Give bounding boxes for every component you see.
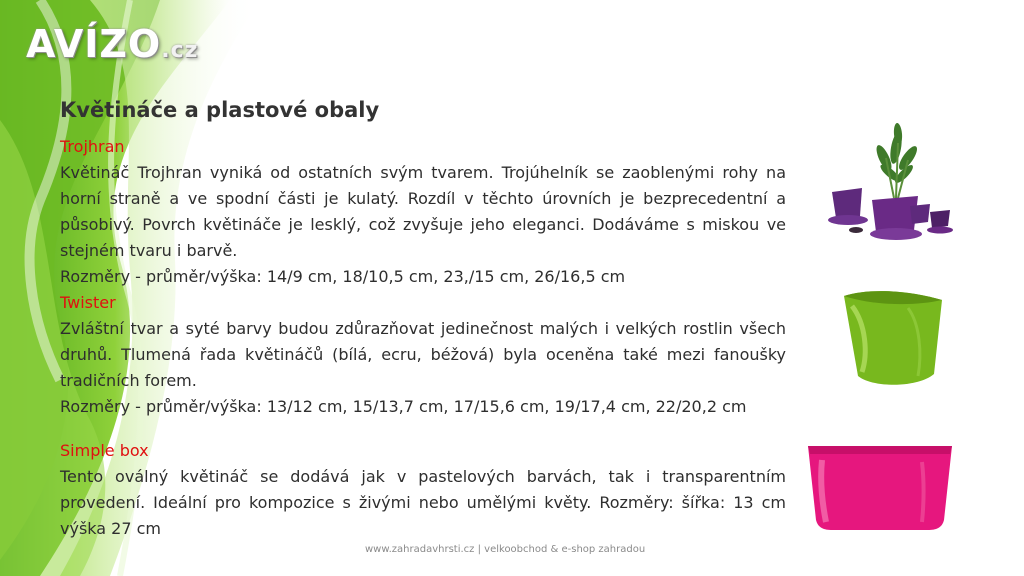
section-simple-box xyxy=(60,438,786,542)
section-twister xyxy=(60,290,786,420)
section-dimensions: Rozměry - průměr/výška: 14/9 cm, 18/10,5 cm, 23,/15 cm, 26/16,5 cm xyxy=(60,267,626,286)
section-description: Zvláštní tvar a syté barvy budou zdůrazňovat jedinečnost malých i velkých rostlin všech druhů. Tlumená řada květináčů (bílá, ecru, béžová) byla oceněna také mezi fanoušky tradičních forem. xyxy=(60,319,786,390)
simple-box-image xyxy=(804,440,956,532)
twister-pot-image xyxy=(838,284,948,392)
section-dimensions: Rozměry - průměr/výška: 13/12 cm, 15/13,7 cm, 17/15,6 cm, 19/17,4 cm, 22/20,2 cm xyxy=(60,397,747,416)
section-heading: Trojhran xyxy=(60,137,125,156)
logo-main: AVÍZO xyxy=(26,22,162,66)
avizo-logo xyxy=(26,22,198,66)
section-description: Tento oválný květináč se dodává jak v pastelových barvách, tak i transparentním provedení. Ideální pro kompozice s živými nebo umělými květy. Rozměry: šířka: 13 cm výška 27 cm xyxy=(60,467,786,538)
main-content xyxy=(60,96,786,542)
trojhran-pots-image xyxy=(826,118,960,244)
section-trojhran xyxy=(60,134,786,290)
logo-suffix: .cz xyxy=(161,38,199,63)
section-heading: Simple box xyxy=(60,441,149,460)
page-title: Květináče a plastové obaly xyxy=(60,98,380,122)
footer-text: www.zahradavhrsti.cz | velkoobchod & e-shop zahradou xyxy=(365,544,646,555)
section-description: Květináč Trojhran vyniká od ostatních svým tvarem. Trojúhelník se zaoblenými rohy na horní straně a ve spodní části je kulatý. Rozdíl v těchto úrovních je bezprecedentní a působivý. Povrch květináče je lesklý, což zvyšuje jeho eleganci. Dodáváme s miskou ve stejném tvaru i barvě. xyxy=(60,163,786,260)
section-heading: Twister xyxy=(60,293,116,312)
spacer xyxy=(60,420,786,438)
